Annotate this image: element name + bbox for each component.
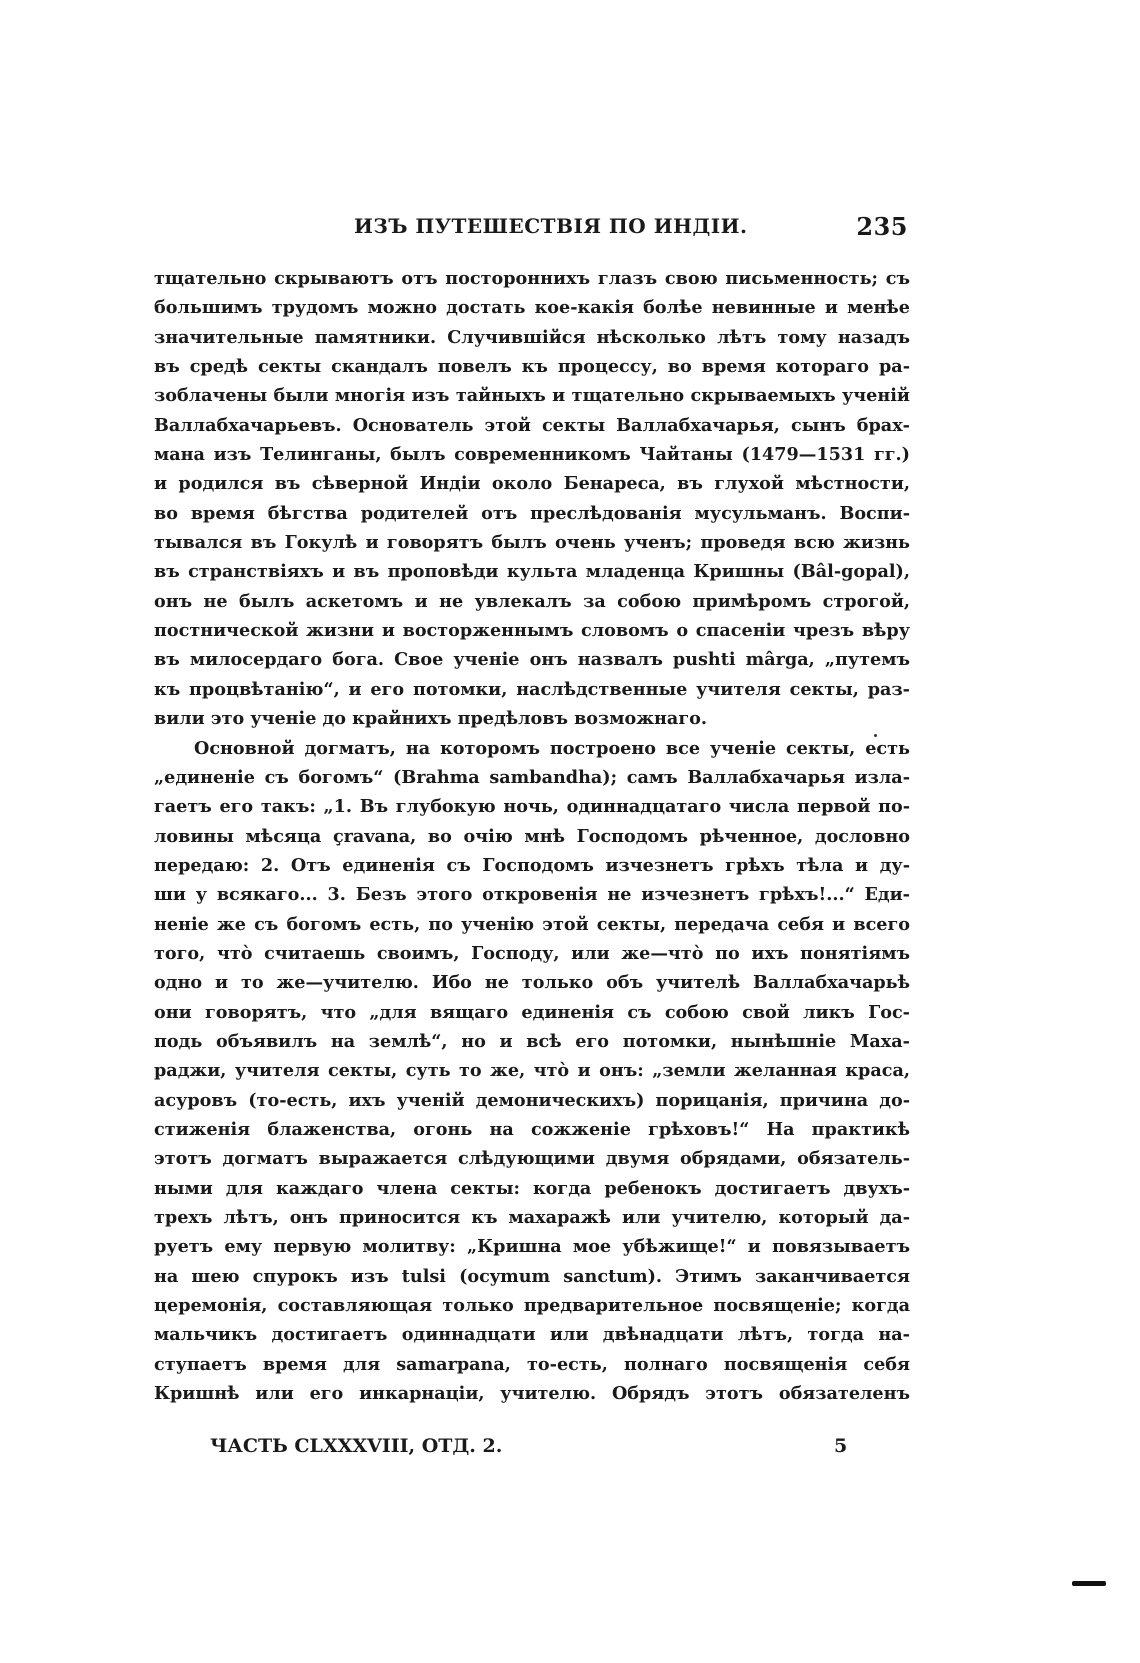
page-number: 235 bbox=[856, 212, 908, 241]
text-line: церемонія, составляющая только предварительное посвященіе; когда bbox=[154, 1295, 910, 1317]
text-line: „единеніе съ богомъ“ (Brahma sambandha); самъ Валлабхачарья изла- bbox=[154, 766, 910, 788]
text-line: значительные памятники. Случившійся нѣсколько лѣтъ тому назадъ bbox=[154, 326, 910, 348]
text-line: постнической жизни и восторженнымъ словомъ о спасеніи чрезъ вѣру bbox=[154, 620, 910, 642]
text-line: къ процвѣтанію“, и его потомки, наслѣдственные учителя секты, раз- bbox=[154, 678, 910, 700]
text-line: стиженія блаженства, огонь на сожженіе грѣховъ!“ На практикѣ bbox=[154, 1118, 910, 1140]
text-line: въ странствіяхъ и въ проповѣди культа младенца Кришны (Bâl-gopal), bbox=[154, 561, 910, 583]
text-line: на шею спурокъ изъ tulsi (ocymum sanctum). Этимъ заканчивается bbox=[154, 1265, 910, 1287]
text-line: тывался въ Гокулѣ и говорятъ былъ очень ученъ; проведя всю жизнь bbox=[154, 532, 910, 554]
stray-dot-mark bbox=[874, 734, 877, 737]
text-line: руетъ ему первую молитву: „Кришна мое убѣжище!“ и повязываетъ bbox=[154, 1236, 910, 1258]
page-header bbox=[156, 214, 908, 248]
running-title: ИЗЪ ПУТЕШЕСТВІЯ ПО ИНДІИ. bbox=[354, 214, 748, 238]
body-text bbox=[154, 264, 910, 1408]
text-line: въ милосердаго бога. Свое ученіе онъ назвалъ pushti mârga, „путемъ bbox=[154, 649, 910, 671]
text-line: они говорятъ, что „для вящаго единенія съ собою свой ликъ Гос- bbox=[154, 1001, 910, 1023]
text-line: Валлабхачарьевъ. Основатель этой секты Валлабхачарья, сынъ брах- bbox=[154, 414, 910, 436]
page-footer bbox=[210, 1435, 850, 1465]
text-line: и родился въ сѣверной Индіи около Бенареса, въ глухой мѣстности, bbox=[154, 473, 910, 495]
text-line: мана изъ Телинганы, былъ современникомъ Чайтаны (1479—1531 гг.) bbox=[154, 444, 910, 466]
text-line: въ средѣ секты скандалъ повелъ къ процессу, во время котораго ра- bbox=[154, 356, 910, 378]
edge-dash-mark bbox=[1072, 1581, 1106, 1586]
text-line: большимъ трудомъ можно достать кое-какія болѣе невинные и менѣе bbox=[154, 297, 910, 319]
text-line: ши у всякаго... 3. Безъ этого откровенія не изчезнетъ грѣхъ!...“ Еди- bbox=[154, 884, 910, 906]
text-line: трехъ лѣтъ, онъ приносится къ махаражѣ или учителю, который да- bbox=[154, 1207, 910, 1228]
text-line: зоблачены были многія изъ тайныхъ и тщательно скрываемыхъ ученій bbox=[154, 385, 910, 407]
text-line: во время бѣгства родителей отъ преслѣдованія мусульманъ. Воспи- bbox=[154, 502, 910, 524]
text-line: ступаетъ время для samarpana, то-есть, полнаго посвященія себя bbox=[154, 1353, 910, 1375]
printer-signature: ЧАСТЬ CLXXXVIII, ОТД. 2. bbox=[210, 1435, 503, 1457]
text-line: вили это ученіе до крайнихъ предѣловъ возможнаго. bbox=[154, 708, 707, 730]
text-line: того, что̀ считаешь своимъ, Господу, или же—что̀ по ихъ понятіямъ bbox=[154, 942, 910, 964]
text-line: гаетъ его такъ: „1. Въ глубокую ночь, одиннадцатаго числа первой по- bbox=[154, 796, 910, 818]
text-line: Кришнѣ или его инкарнаціи, учителю. Обрядъ этотъ обязателенъ bbox=[154, 1383, 910, 1405]
paragraph-start-line: Основной догматъ, на которомъ построено все ученіе секты, есть bbox=[194, 737, 910, 759]
sheet-number: 5 bbox=[834, 1435, 848, 1457]
text-line: неніе же съ богомъ есть, по ученію этой секты, передача себя и всего bbox=[154, 913, 910, 935]
text-line: ловины мѣсяца çravana, во очію мнѣ Господомъ рѣченное, дословно bbox=[154, 825, 910, 847]
text-line: ными для каждаго члена секты: когда ребенокъ достигаетъ двухъ- bbox=[154, 1177, 910, 1199]
text-line: онъ не былъ аскетомъ и не увлекалъ за собою примѣромъ строгой, bbox=[154, 590, 910, 612]
text-line: этотъ догматъ выражается слѣдующими двумя обрядами, обязатель- bbox=[154, 1148, 910, 1170]
text-line: мальчикъ достигаетъ одиннадцати или двѣнадцати лѣтъ, тогда на- bbox=[154, 1324, 910, 1346]
text-line: подь объявилъ на землѣ“, но и всѣ его потомки, нынѣшніе Маха- bbox=[154, 1030, 910, 1052]
text-line: одно и то же—учителю. Ибо не только объ учителѣ Валлабхачарьѣ bbox=[154, 972, 910, 994]
text-line: раджи, учителя секты, суть то же, что̀ и онъ: „земли желанная краса, bbox=[154, 1060, 910, 1082]
text-line: тщательно скрываютъ отъ постороннихъ глазъ свою письменность; съ bbox=[154, 268, 910, 289]
text-line: передаю: 2. Отъ единенія съ Господомъ изчезнетъ грѣхъ тѣла и ду- bbox=[154, 854, 910, 876]
text-line: асуровъ (то-есть, ихъ ученій демоническихъ) порицанія, причина до- bbox=[154, 1089, 910, 1111]
